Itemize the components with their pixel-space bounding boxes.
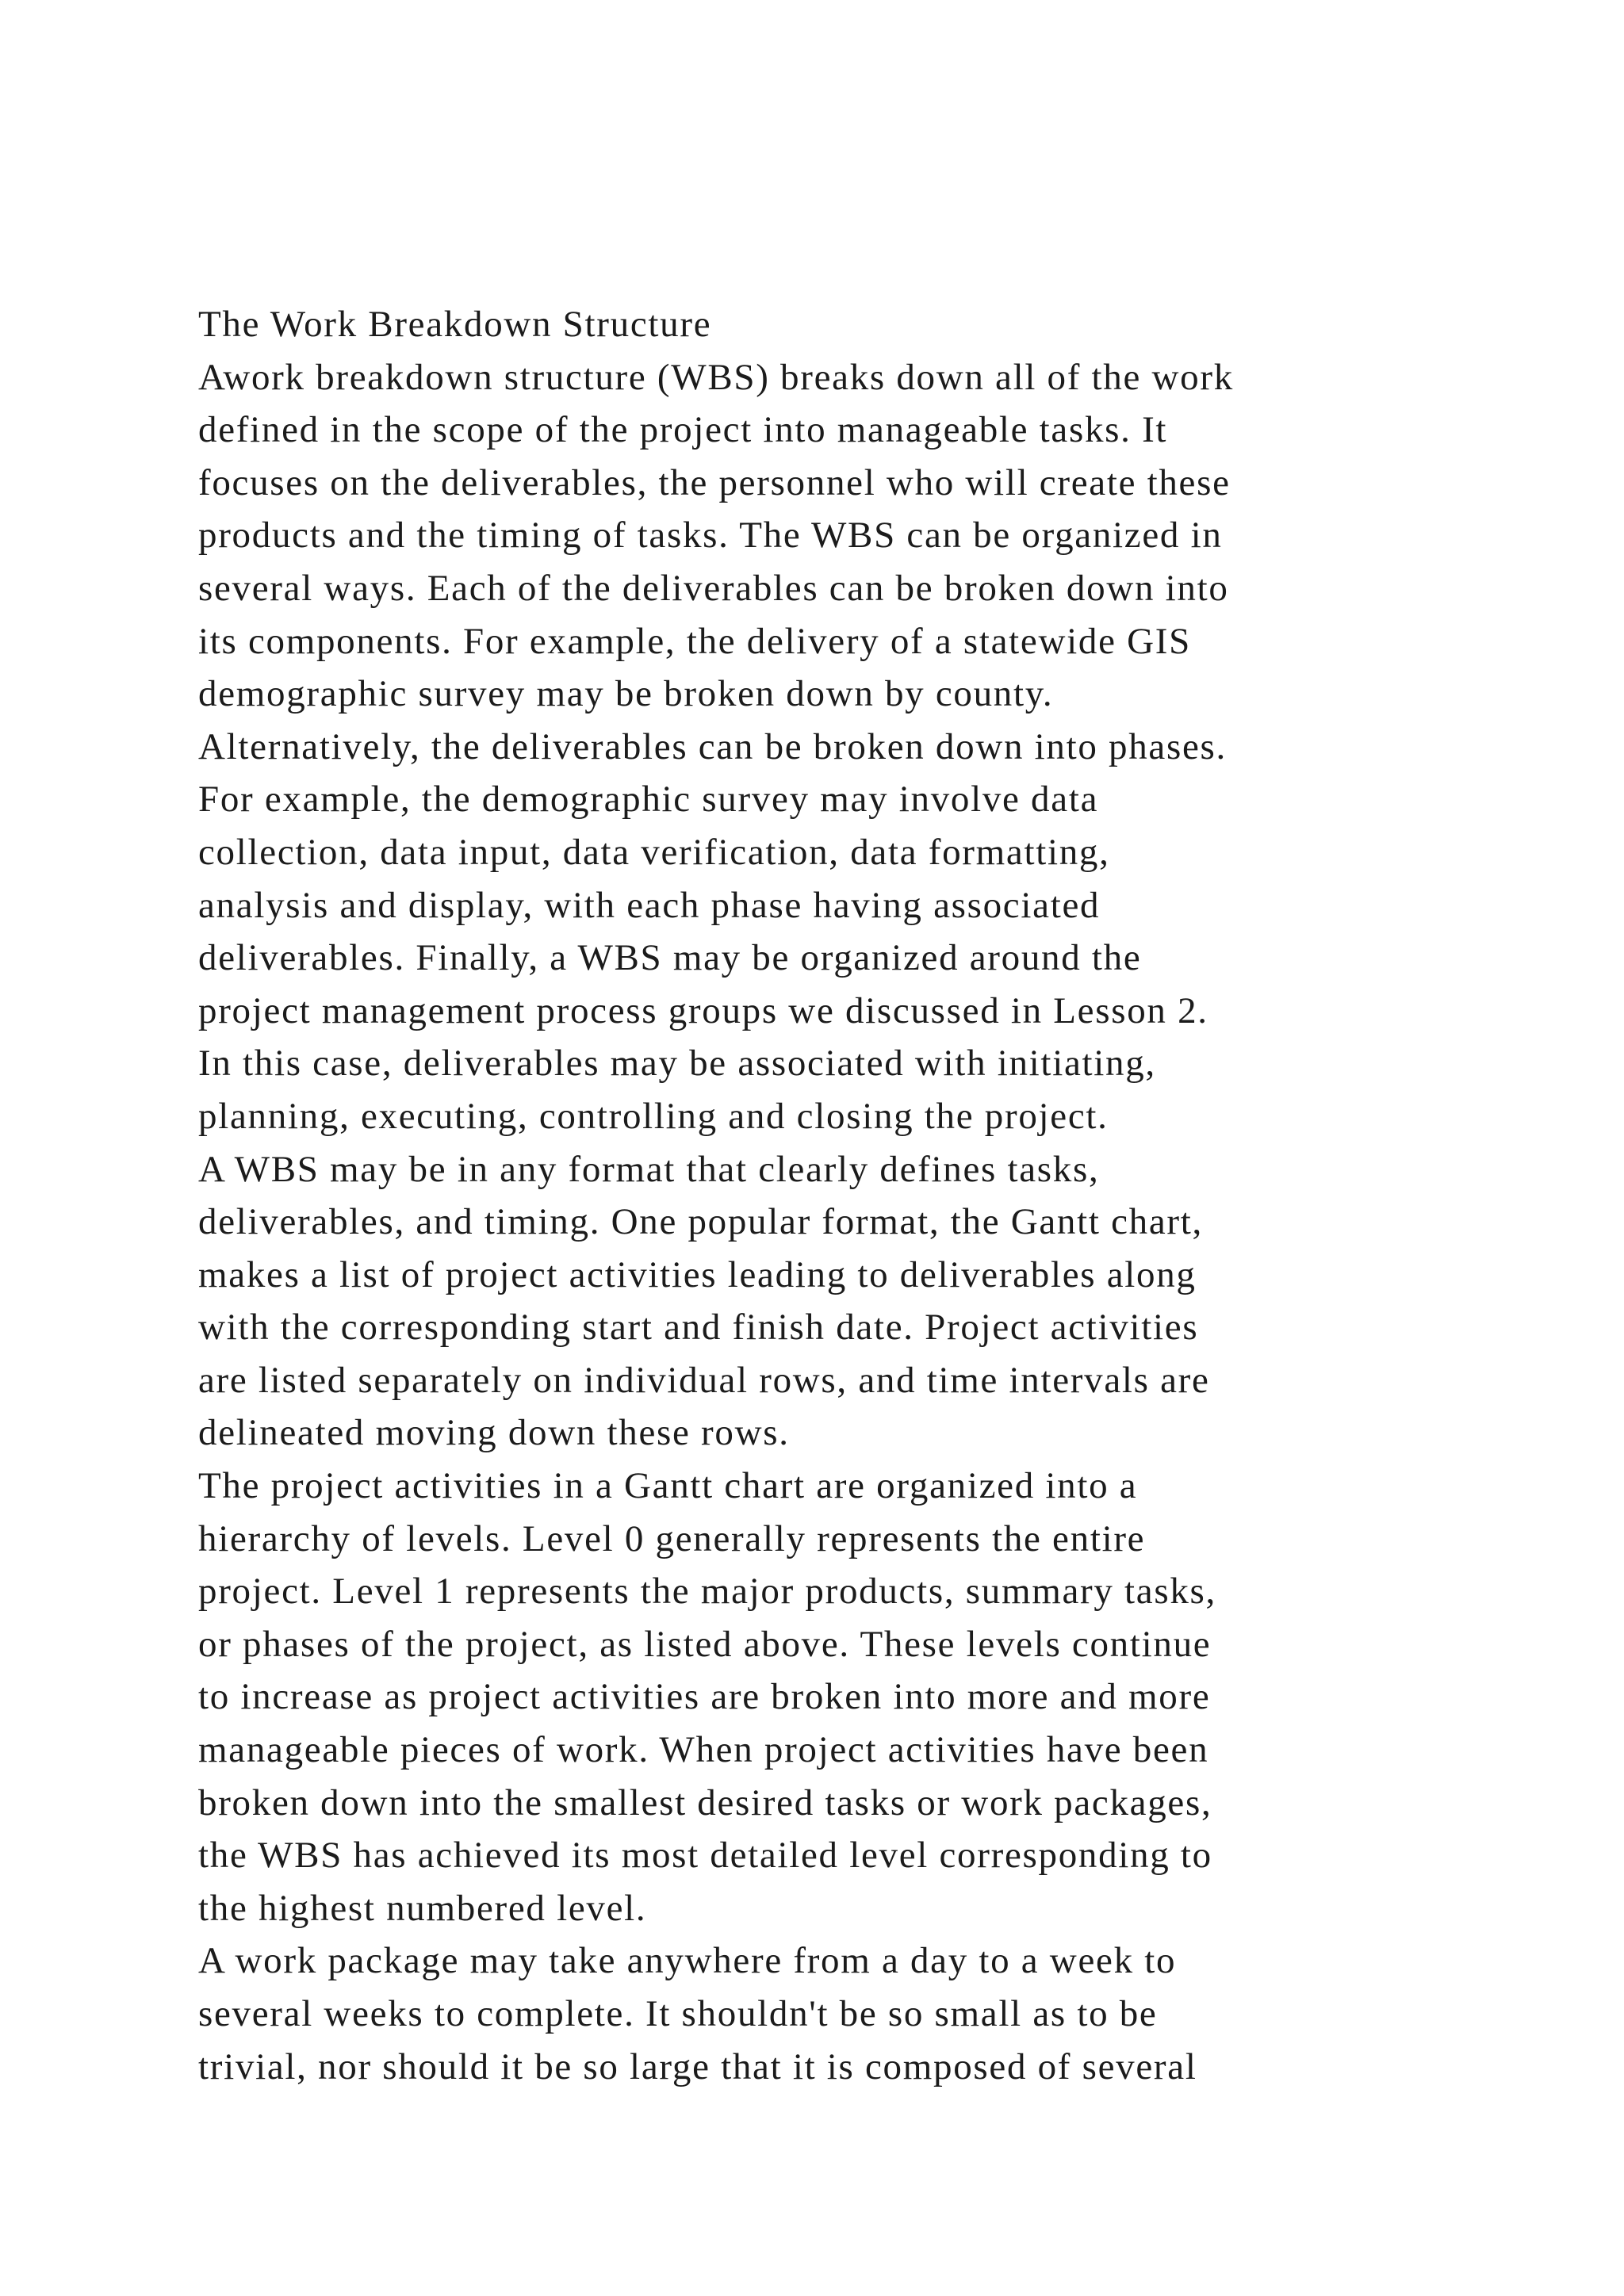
text-line: delineated moving down these rows. <box>198 1412 790 1454</box>
text-line: products and the timing of tasks. The WBS can be organized in <box>198 515 1223 557</box>
text-line: are listed separately on individual rows, and time intervals are <box>198 1359 1210 1401</box>
text-line: analysis and display, with each phase having associated <box>198 884 1101 926</box>
text-line: its components. For example, the delivery of a statewide GIS <box>198 620 1191 662</box>
text-line: Awork breakdown structure (WBS) breaks down all of the work <box>198 356 1234 398</box>
text-line: project. Level 1 represents the major products, summary tasks, <box>198 1571 1216 1613</box>
text-line: several weeks to complete. It shouldn't be so small as to be <box>198 1993 1158 2034</box>
text-line: hierarchy of levels. Level 0 generally represents the entire <box>198 1517 1146 1559</box>
text-line: planning, executing, controlling and closing the project. <box>198 1095 1109 1137</box>
text-line: collection, data input, data verification, data formatting, <box>198 831 1110 873</box>
text-line: demographic survey may be broken down by county. <box>198 673 1054 715</box>
text-line: In this case, deliverables may be associated with initiating, <box>198 1043 1156 1085</box>
text-line: trivial, nor should it be so large that it is composed of several <box>198 2045 1197 2087</box>
text-line: defined in the scope of the project into manageable tasks. It <box>198 409 1168 451</box>
text-line: makes a list of project activities leading to deliverables along <box>198 1253 1197 1295</box>
text-line: deliverables. Finally, a WBS may be organized around the <box>198 937 1142 979</box>
text-line: manageable pieces of work. When project activities have been <box>198 1729 1209 1771</box>
text-line: with the corresponding start and finish date. Project activities <box>198 1307 1199 1349</box>
text-line: broken down into the smallest desired tasks or work packages, <box>198 1781 1212 1823</box>
text-line: the highest numbered level. <box>198 1887 647 1929</box>
text-line: project management process groups we discussed in Lesson 2. <box>198 989 1208 1031</box>
document-title: The Work Breakdown Structure <box>198 304 712 345</box>
text-line: A work package may take anywhere from a day to a week to <box>198 1940 1177 1982</box>
text-line: A WBS may be in any format that clearly defines tasks, <box>198 1148 1100 1190</box>
text-line: to increase as project activities are broken into more and more <box>198 1676 1211 1718</box>
text-line: focuses on the deliverables, the personnel who will create these <box>198 461 1231 503</box>
text-line: several ways. Each of the deliverables can be broken down into <box>198 567 1229 609</box>
document-body <box>198 298 1499 2093</box>
text-line: deliverables, and timing. One popular format, the Gantt chart, <box>198 1201 1203 1243</box>
text-line: The project activities in a Gantt chart are organized into a <box>198 1465 1138 1507</box>
text-line: the WBS has achieved its most detailed level corresponding to <box>198 1835 1212 1877</box>
text-line: or phases of the project, as listed above. These levels continue <box>198 1623 1212 1665</box>
text-line: For example, the demographic survey may involve data <box>198 779 1099 821</box>
text-line: Alternatively, the deliverables can be broken down into phases. <box>198 725 1227 767</box>
